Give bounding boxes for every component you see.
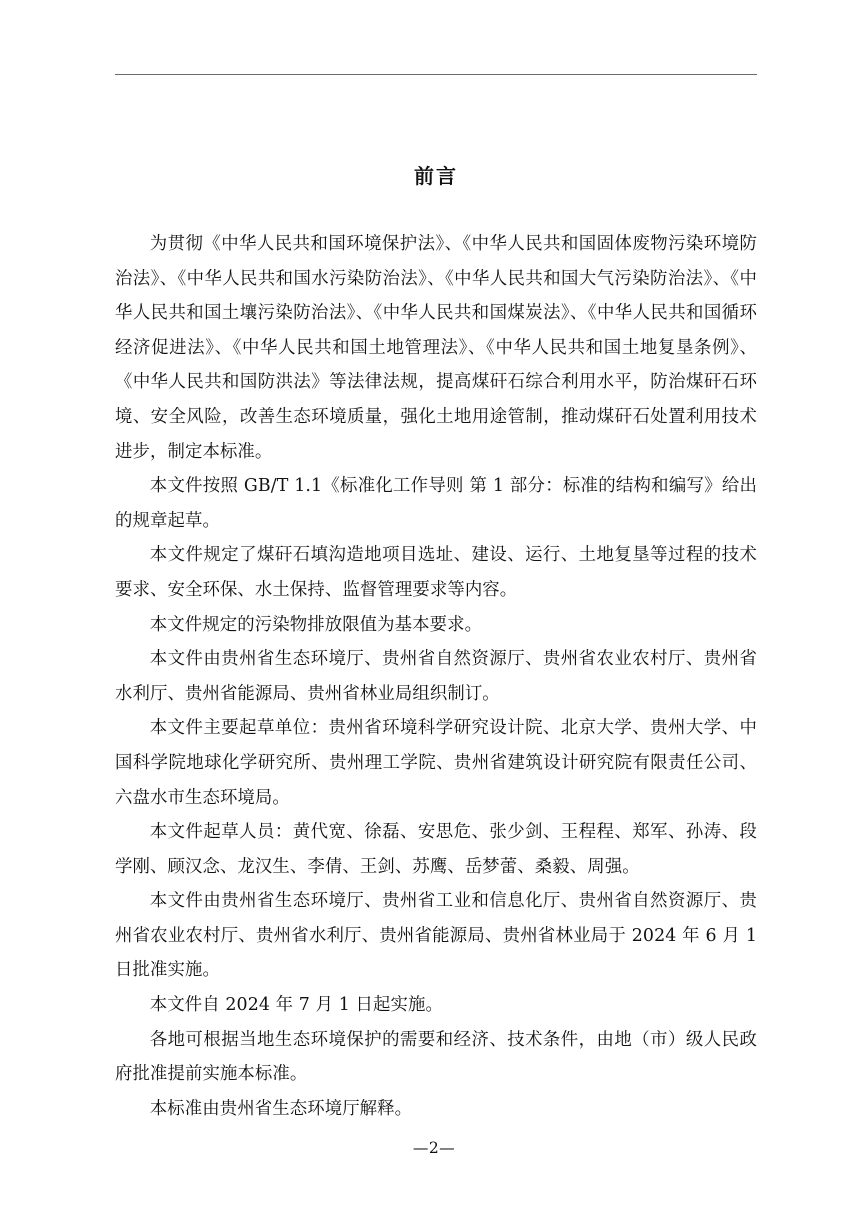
paragraph-approval-agencies: 本文件由贵州省生态环境厅、贵州省工业和信息化厅、贵州省自然资源厅、贵州省农业农村厅、贵州省水利厅、贵州省能源局、贵州省林业局于 2024 年 6 月 1 日批准实施。 (115, 891, 757, 981)
paragraph-drafting-rules: 本文件按照 GB/T 1.1《标准化工作导则 第 1 部分：标准的结构和编写》给出的规章起草。 (115, 476, 757, 531)
page-footer: —2— (412, 1139, 456, 1157)
paragraph-drafting-personnel: 本文件起草人员：黄代宽、徐磊、安思危、张少剑、王程程、郑军、孙涛、段学刚、顾汉念、龙汉生、李倩、王剑、苏鹰、岳梦蕾、桑毅、周强。 (115, 822, 757, 877)
header-rule-divider (115, 74, 757, 75)
paragraph-interpretation: 本标准由贵州省生态环境厅解释。 (149, 1098, 413, 1119)
page-title: 前言 (414, 164, 458, 188)
paragraph-scope: 本文件规定了煤矸石填沟造地项目选址、建设、运行、土地复垦等过程的技术要求、安全环保、水土保持、监督管理要求等内容。 (115, 545, 757, 600)
paragraph-emission-limits: 本文件规定的污染物排放限值为基本要求。 (149, 614, 483, 635)
paragraph-drafting-units: 本文件主要起草单位：贵州省环境科学研究设计院、北京大学、贵州大学、中国科学院地球化学研究所、贵州理工学院、贵州省建筑设计研究院有限责任公司、六盘水市生态环境局。 (115, 718, 757, 808)
paragraph-organizing-agencies: 本文件由贵州省生态环境厅、贵州省自然资源厅、贵州省农业农村厅、贵州省水利厅、贵州省能源局、贵州省林业局组织制订。 (115, 649, 757, 704)
paragraph-early-implementation: 各地可根据当地生态环境保护的需要和经济、技术条件，由地（市）级人民政府批准提前实施本标准。 (115, 1029, 757, 1085)
paragraph-legal-basis: 为贯彻《中华人民共和国环境保护法》、《中华人民共和国固体废物污染环境防治法》、《中华人民共和国水污染防治法》、《中华人民共和国大气污染防治法》、《中华人民共和国土壤污染防治法》、《中华人民共和国煤炭法》、《中华人民共和国循环经济促进法》、《中华人民共和国土地管理法》、《中华人民共和国土地复垦条例》、《中华人民共和国防洪法》等法律法规，提高煤矸石综合利用水平，防治煤矸石环境、安全风险，改善生态环境质量，强化土地用途管制，推动煤矸石处置利用技术进步，制定本标准。 (115, 234, 757, 462)
paragraph-effective-date: 本文件自 2024 年 7 月 1 日起实施。 (149, 995, 443, 1016)
page-content (115, 160, 757, 1126)
